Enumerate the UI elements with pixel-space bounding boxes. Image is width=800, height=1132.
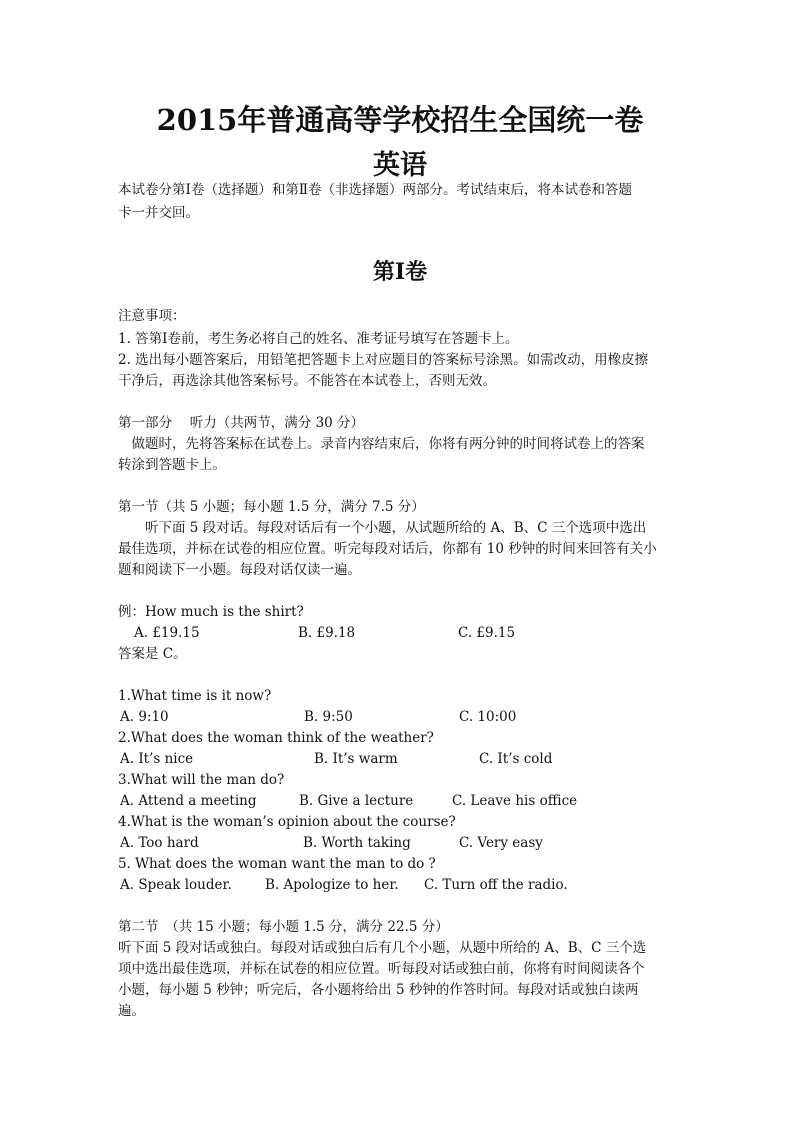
exam-subject: 英语: [373, 150, 427, 181]
section2-line: 小题，每小题 5 秒钟；听完后，各小题将给出 5 秒钟的作答时间。每段对话或独白读两: [118, 982, 639, 998]
section1-line: 题和阅读下一小题。每段对话仅读一遍。: [118, 562, 361, 578]
notice-line: 干净后，再选涂其他答案标号。不能答在本试卷上，否则无效。: [118, 373, 496, 389]
part1-line: 做题时，先将答案标在试卷上。录音内容结束后，你将有两分钟的时间将试卷上的答案: [118, 436, 645, 452]
question-3-option-c: C. Leave his office: [452, 793, 578, 809]
example-question: 例：How much is the shirt?: [118, 604, 304, 620]
question-1-option-c: C. 10:00: [459, 709, 517, 725]
section1-line: 最佳选项，并标在试卷的相应位置。听完每段对话后，你都有 10 秒钟的时间来回答有关小: [118, 541, 657, 557]
question-2-option-b: B. It’s warm: [314, 751, 398, 767]
question-5-option-a: A. Speak louder.: [120, 877, 232, 893]
question-4-option-c: C. Very easy: [459, 835, 543, 851]
question-1: 1.What time is it now?: [118, 688, 272, 704]
notice-line: 2. 选出每小题答案后，用铅笔把答题卡上对应题目的答案标号涂黑。如需改动，用橡皮擦: [118, 352, 649, 368]
question-4: 4.What is the woman’s opinion about the course?: [118, 814, 456, 830]
section2-line: 听下面 5 段对话或独白。每段对话或独白后有几个小题，从题中所给的 A、B、C 三个选: [118, 940, 647, 956]
intro-line: 卡一并交回。: [118, 205, 199, 221]
question-3-option-a: A. Attend a meeting: [120, 793, 257, 809]
example-option-a: A. £19.15: [134, 625, 200, 641]
question-5-option-c: C. Turn off the radio.: [424, 877, 568, 893]
example-answer: 答案是 C。: [118, 646, 187, 662]
question-5: 5. What does the woman want the man to do ?: [118, 856, 436, 872]
volume-title: 第Ⅰ卷: [372, 259, 428, 285]
notice-heading: 注意事项：: [118, 308, 186, 324]
question-2-option-a: A. It’s nice: [120, 751, 194, 767]
example-option-c: C. £9.15: [458, 625, 516, 641]
example-option-b: B. £9.18: [298, 625, 356, 641]
section1-line: 听下面 5 段对话。每段对话后有一个小题，从试题所给的 A、B、C 三个选项中选出: [118, 520, 647, 536]
question-3-option-b: B. Give a lecture: [299, 793, 414, 809]
intro-line: 本试卷分第Ⅰ卷（选择题）和第Ⅱ卷（非选择题）两部分。考试结束后，将本试卷和答题: [118, 182, 633, 198]
question-4-option-a: A. Too hard: [120, 835, 199, 851]
question-2-option-c: C. It’s cold: [479, 751, 553, 767]
question-1-option-a: A. 9:10: [120, 709, 169, 725]
section2-heading: 第二节 （共 15 小题；每小题 1.5 分，满分 22.5 分）: [118, 919, 449, 935]
part1-line: 转涂到答题卡上。: [118, 457, 226, 473]
question-4-option-b: B. Worth taking: [303, 835, 411, 851]
exam-title: 2015年普通高等学校招生全国统一卷: [156, 103, 644, 137]
question-3: 3.What will the man do?: [118, 772, 285, 788]
question-1-option-b: B. 9:50: [304, 709, 353, 725]
notice-line: 1. 答第Ⅰ卷前，考生务必将自己的姓名、准考证号填写在答题卡上。: [118, 331, 519, 347]
part1-heading: 第一部分 听力（共两节，满分 30 分）: [118, 415, 365, 431]
section2-line: 项中选出最佳选项，并标在试卷的相应位置。听每段对话或独白前，你将有时间阅读各个: [118, 961, 645, 977]
question-5-option-b: B. Apologize to her.: [265, 877, 399, 893]
section2-line: 遍。: [118, 1003, 145, 1019]
section1-heading: 第一节（共 5 小题；每小题 1.5 分，满分 7.5 分）: [118, 499, 425, 515]
question-2: 2.What does the woman think of the weather?: [118, 730, 434, 746]
